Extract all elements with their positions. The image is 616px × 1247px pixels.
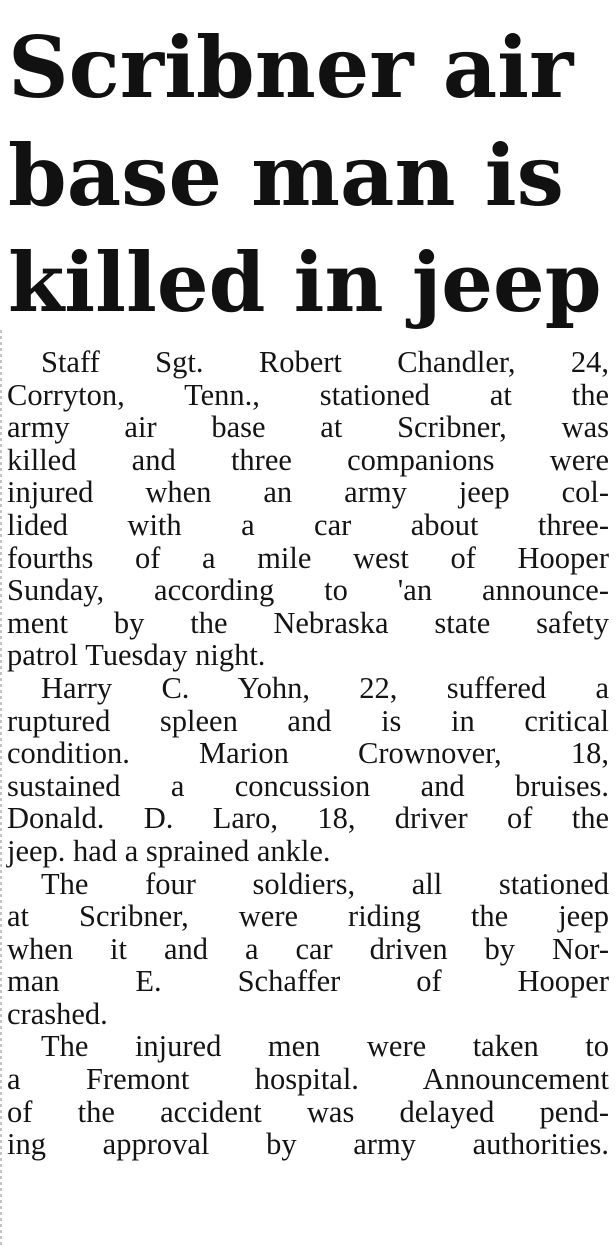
text-line: of the accident was delayed pend- [7,1094,609,1129]
text-line: injured when an army jeep col- [7,475,609,510]
text-line: lided with a car about three- [7,507,609,542]
text-line: condition. Marion Crownover, 18, [7,736,609,771]
text-line: army air base at Scribner, was [7,410,609,445]
text-line: jeep. had a sprained ankle. [7,833,331,868]
text-line: when it and a car driven by Nor- [7,931,609,966]
paragraph-1 [7,346,609,672]
text-line: The injured men were taken to [41,1029,609,1064]
paragraph-4 [7,1030,609,1160]
text-line: ing approval by army authorities. [7,1127,609,1162]
text-line: Sunday, according to 'an announce- [7,573,609,608]
text-line: Harry C. Yohn, 22, suffered a [41,670,609,705]
text-line: sustained a concussion and bruises. [7,768,609,803]
text-line: Donald. D. Laro, 18, driver of the [7,801,609,836]
headline-line: Scribner air [8,18,574,117]
text-line: at Scribner, were riding the jeep [7,899,609,934]
headline-line: base man is [8,126,564,225]
text-line: patrol Tuesday night. [7,638,266,673]
text-line: a Fremont hospital. Announcement [7,1062,609,1097]
text-line: crashed. [7,996,108,1031]
paragraph-2 [7,672,609,868]
article-body [7,346,609,1161]
clipping-edge [0,330,2,1247]
text-line: fourths of a mile west of Hooper [7,540,609,575]
text-line: The four soldiers, all stationed [41,866,609,901]
headline-line: killed in jeep [8,236,602,331]
text-line: Staff Sgt. Robert Chandler, 24, [41,345,609,379]
text-line: killed and three companions were [7,442,609,477]
text-line: man E. Schaffer of Hooper [7,964,609,999]
headline [8,14,608,338]
text-line: ment by the Nebraska state safety [7,605,609,640]
text-line: Corryton, Tenn., stationed at the [7,377,609,412]
paragraph-3 [7,868,609,1031]
text-line: ruptured spleen and is in critical [7,703,609,738]
